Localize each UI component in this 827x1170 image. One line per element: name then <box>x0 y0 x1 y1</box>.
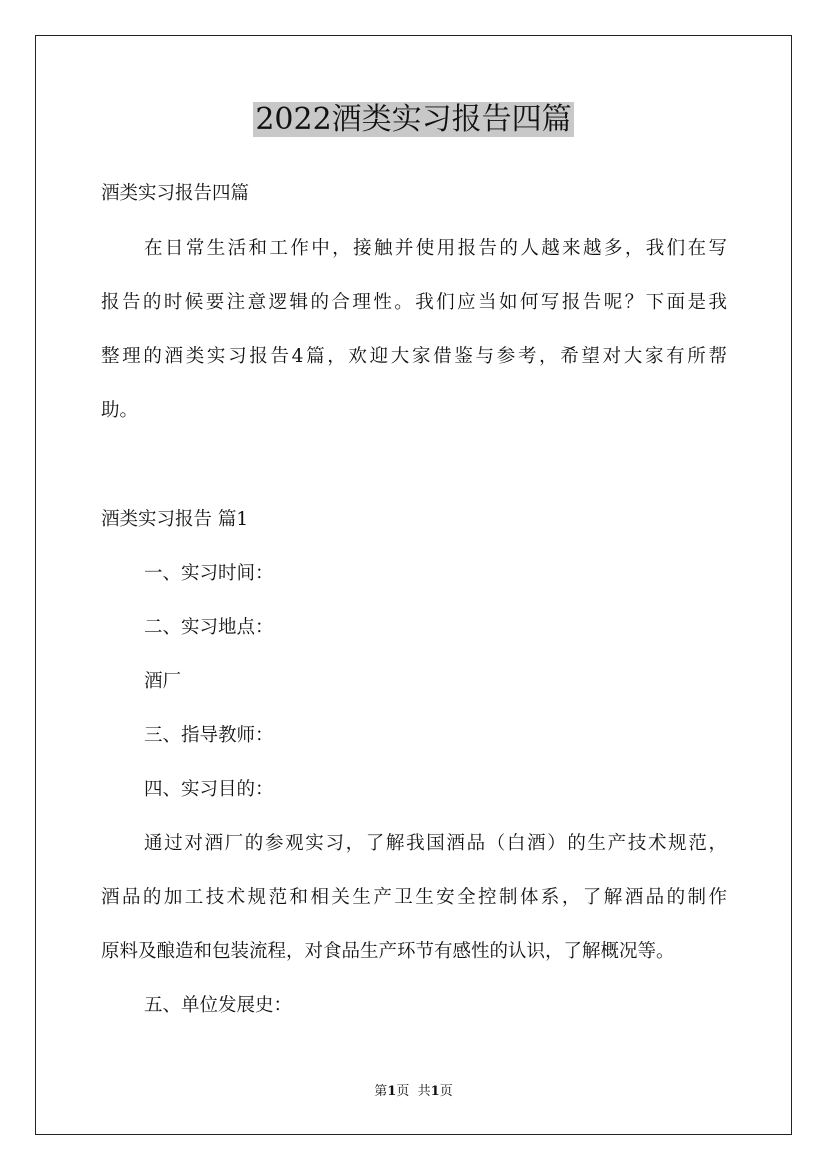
total-prefix: 共 <box>417 1084 431 1099</box>
page-total: 1 <box>430 1084 440 1099</box>
document-subtitle: 酒类实习报告四篇 <box>101 183 250 204</box>
location-value: 酒厂 <box>144 671 182 692</box>
page-number: 1 <box>387 1084 397 1099</box>
page-prefix: 第 <box>374 1084 388 1099</box>
purpose-paragraph-line: 通过对酒厂的参观实习，了解我国酒品（白酒）的生产技术规范， <box>144 833 727 854</box>
section-heading: 酒类实习报告 篇1 <box>101 509 249 530</box>
section-item-purpose: 四、实习目的： <box>144 779 274 800</box>
intro-paragraph-line: 报告的时候要注意逻辑的合理性。我们应当如何写报告呢？下面是我 <box>101 292 727 313</box>
purpose-paragraph-line: 原料及酿造和包装流程，对食品生产环节有感性的认识，了解概况等。 <box>101 941 675 962</box>
intro-paragraph-line: 助。 <box>101 400 139 421</box>
intro-paragraph-line: 整理的酒类实习报告4篇，欢迎大家借鉴与参考，希望对大家有所帮 <box>101 346 727 367</box>
page-footer <box>0 1083 827 1101</box>
document-title <box>0 100 827 140</box>
page-suffix: 页 <box>396 1084 410 1099</box>
document-title-text: 2022酒类实习报告四篇 <box>255 102 572 137</box>
section-item-history: 五、单位发展史： <box>144 995 293 1016</box>
intro-paragraph-line: 在日常生活和工作中，接触并使用报告的人越来越多，我们在写 <box>144 238 727 259</box>
total-suffix: 页 <box>439 1084 453 1099</box>
section-item-teacher: 三、指导教师： <box>144 725 274 746</box>
purpose-paragraph-line: 酒品的加工技术规范和相关生产卫生安全控制体系，了解酒品的制作 <box>101 887 727 908</box>
section-item-time: 一、实习时间： <box>144 563 274 584</box>
section-item-location: 二、实习地点： <box>144 617 274 638</box>
